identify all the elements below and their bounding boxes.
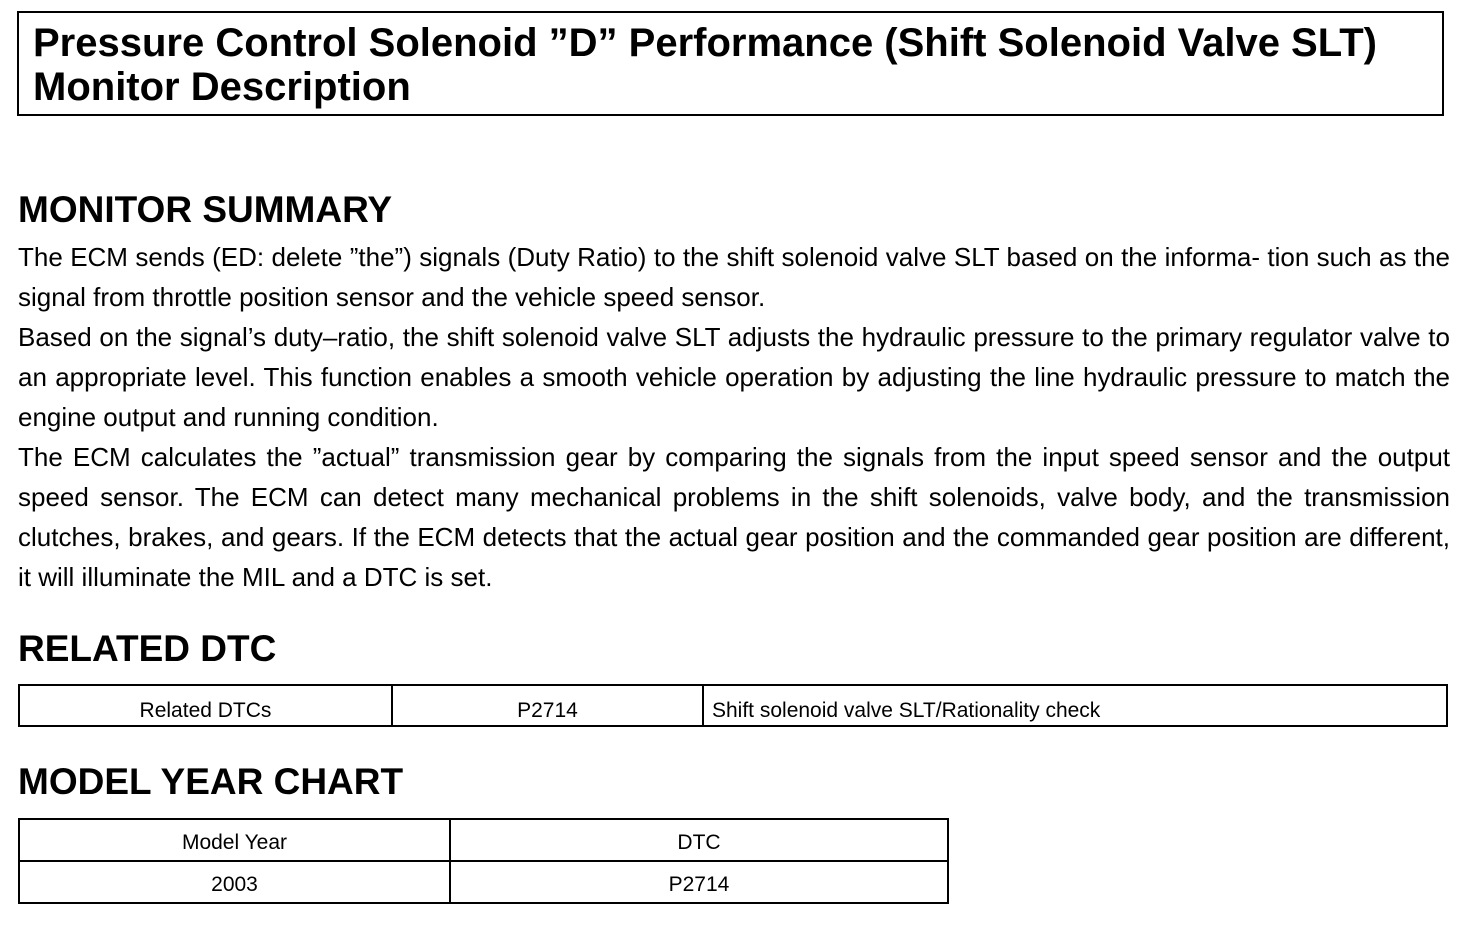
summary-paragraph: The ECM sends (ED: delete ”the”) signals (Duty Ratio) to the shift solenoid valve SLT based on the informa- tion such as the signal from throttle position sensor and the vehicle speed sensor.	[18, 242, 1450, 312]
summary-paragraph: The ECM calculates the ”actual” transmission gear by comparing the signals from the input speed sensor and the output speed sensor. The ECM can detect many mechanical problems in the shift solenoids, valve body, and the transmission clutches, brakes, and gears. If the ECM detects that the actual gear position and the commanded gear position are different, it will illuminate the MIL and a DTC is set.	[18, 442, 1450, 592]
model-year-chart-heading: MODEL YEAR CHART	[18, 761, 404, 802]
title-box	[17, 11, 1444, 116]
related-dtc-table	[18, 684, 1448, 727]
model-year-table	[18, 818, 949, 904]
related-dtc-heading: RELATED DTC	[18, 628, 277, 669]
column-header-model-year: Model Year	[19, 819, 450, 861]
dtc-cell: P2714	[450, 861, 948, 903]
column-header-dtc: DTC	[450, 819, 948, 861]
monitor-summary-body	[18, 237, 1450, 597]
table-header-row	[19, 819, 948, 861]
summary-paragraph: Based on the signal’s duty–ratio, the shift solenoid valve SLT adjusts the hydraulic pressure to the primary regulator valve to an appropriate level. This function enables a smooth vehicle operation by adjusting the line hydraulic pressure to match the engine output and running condition.	[18, 322, 1450, 432]
related-dtc-code: P2714	[392, 685, 703, 726]
related-dtc-description: Shift solenoid valve SLT/Rationality check	[703, 685, 1447, 726]
related-dtc-label: Related DTCs	[19, 685, 392, 726]
model-year-cell: 2003	[19, 861, 450, 903]
monitor-summary-heading: MONITOR SUMMARY	[18, 189, 393, 230]
table-row	[19, 685, 1447, 726]
table-row	[19, 861, 948, 903]
page-title: Pressure Control Solenoid ”D” Performance (Shift Solenoid Valve SLT) Monitor Description	[33, 21, 1377, 109]
